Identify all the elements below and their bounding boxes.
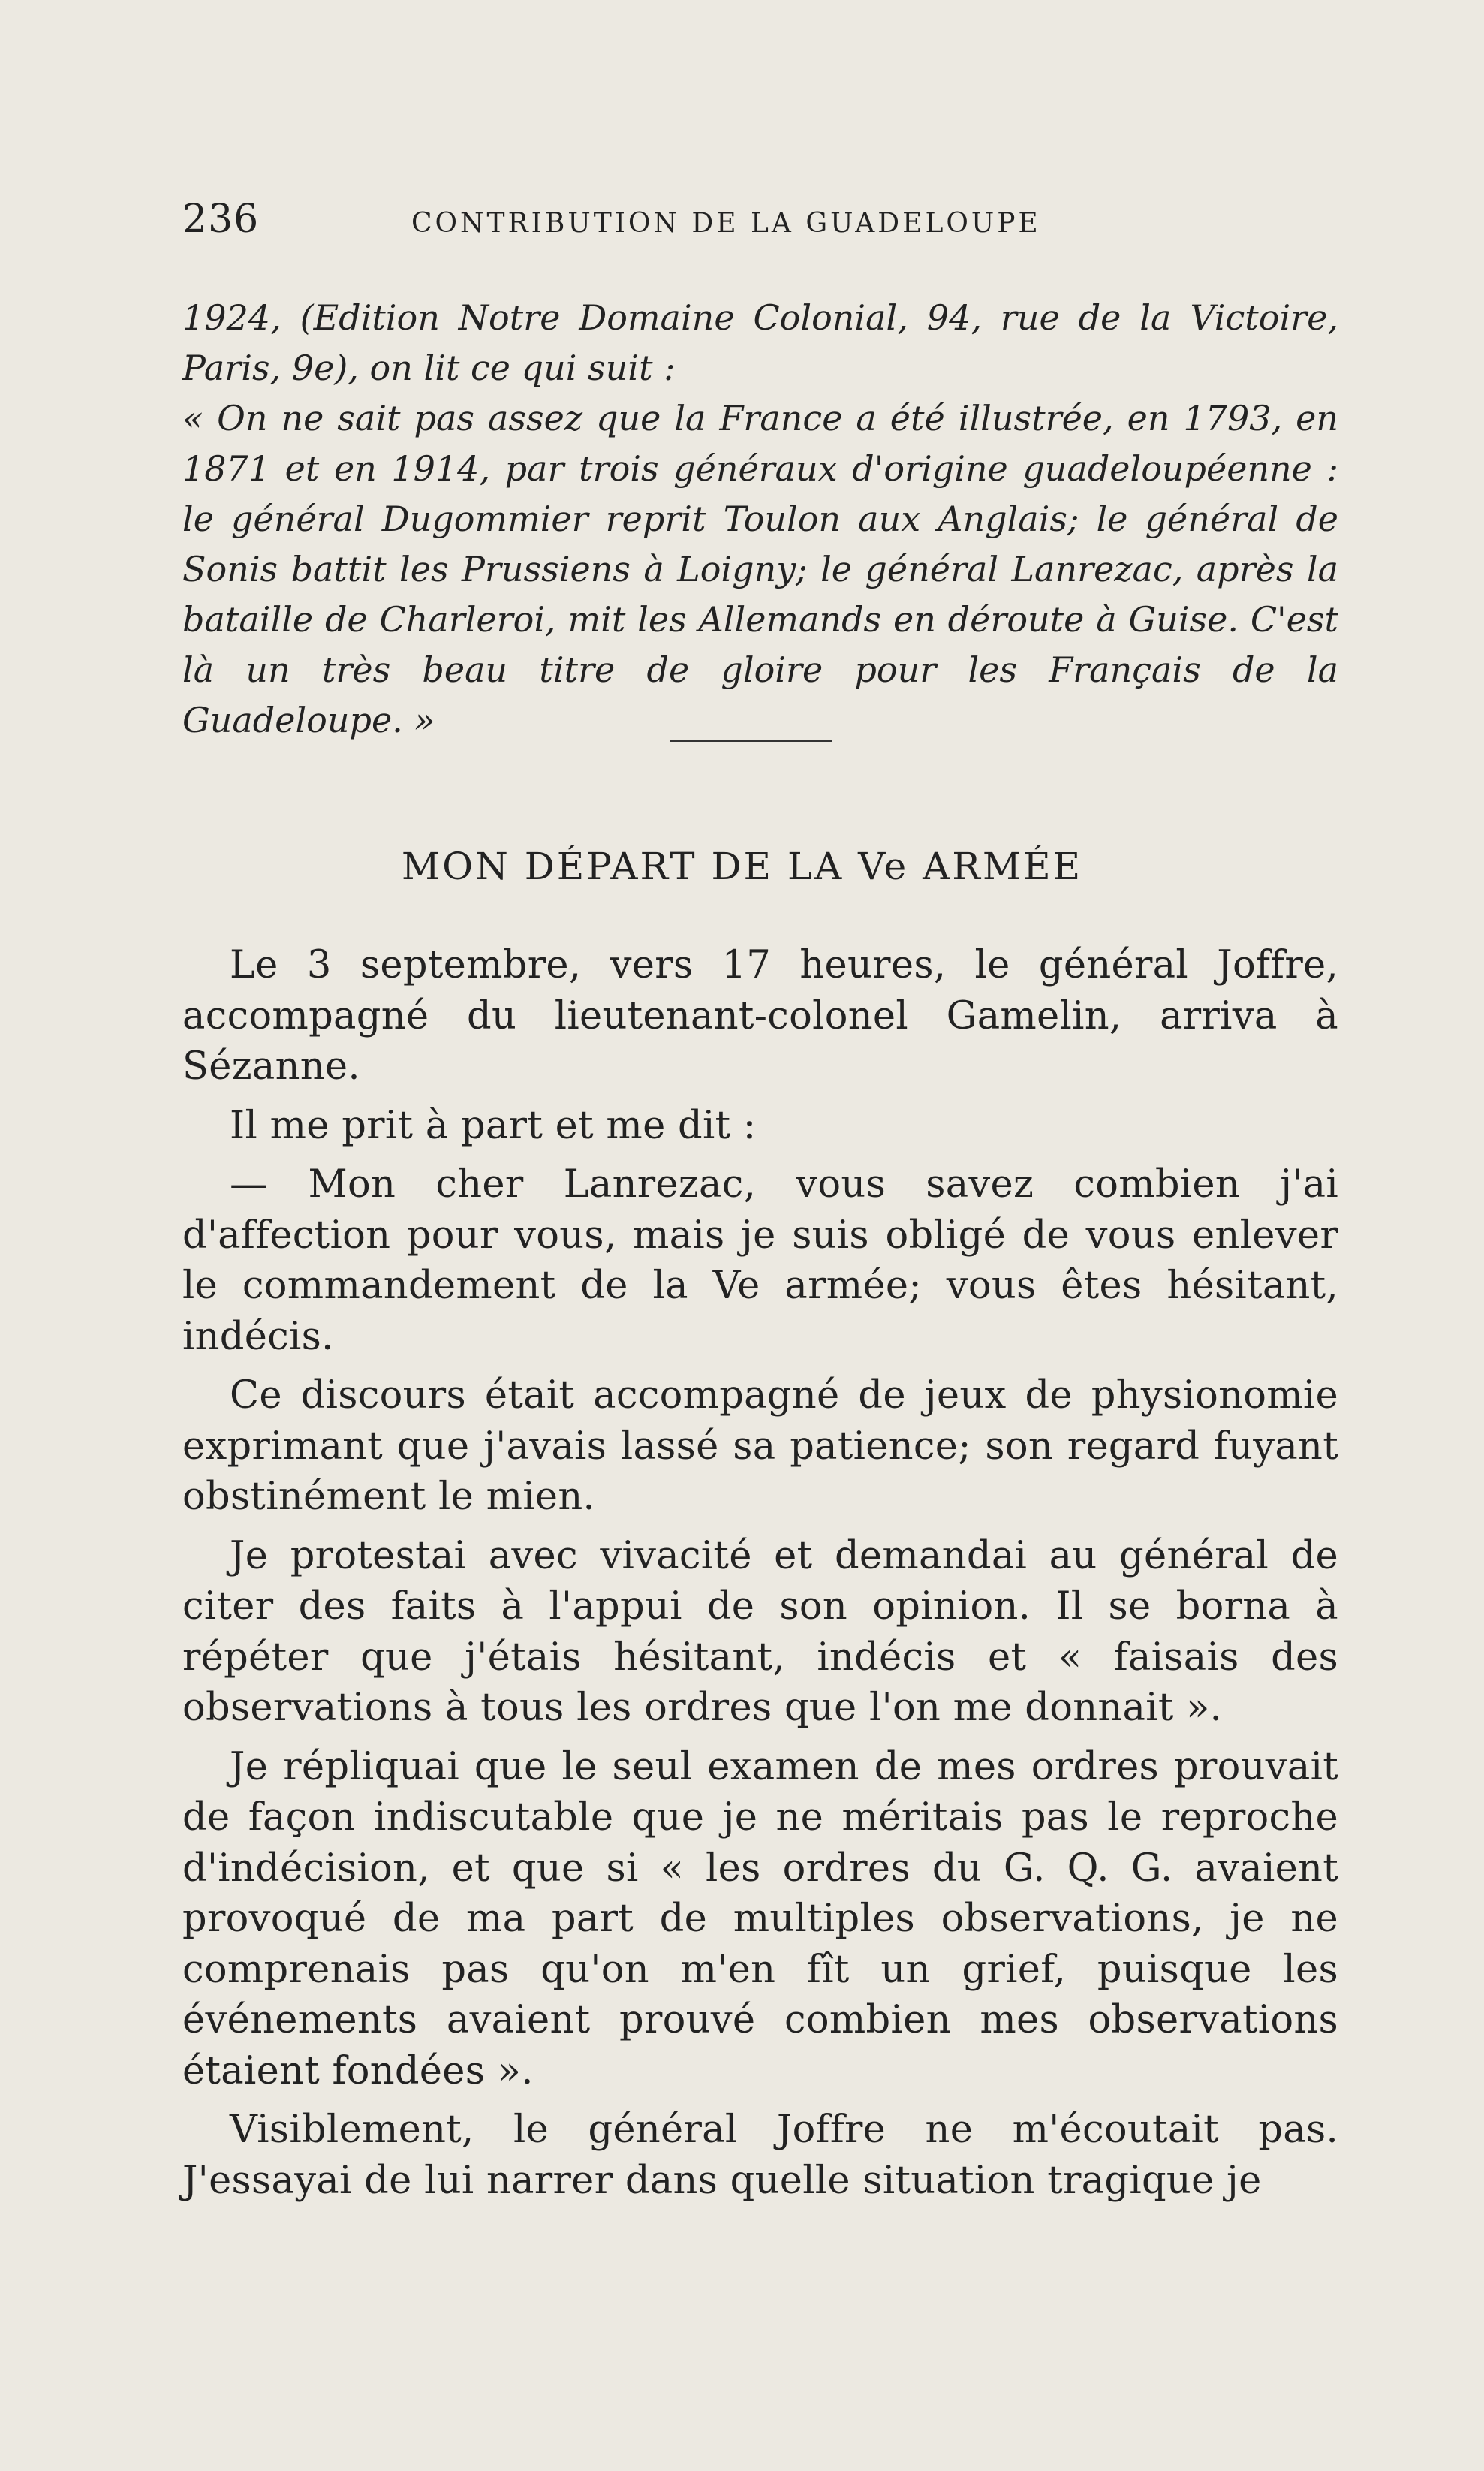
running-title: CONTRIBUTION DE LA GUADELOUPE	[411, 208, 1041, 239]
page-number: 236	[182, 197, 260, 242]
body-paragraph: Je répliquai que le seul examen de mes ordres prouvait de façon indiscutable que je ne méritais pas le reproche d'indécision, et que si « les ordres du G. Q. G. avaient provoqué de ma part de multiples observations, je ne comprenais pas qu'on m'en fît un grief, puisque les événements avaient prouvé combien mes observations étaient fondées ».	[182, 1744, 1338, 2093]
body-text	[182, 940, 1338, 2214]
body-paragraph: Ce discours était accompagné de jeux de physionomie exprimant que j'avais lassé sa patience; son regard fuyant obstinément le mien.	[182, 1373, 1338, 1519]
body-paragraph: Il me prit à part et me dit :	[230, 1103, 757, 1148]
body-paragraph: Visiblement, le général Joffre ne m'écoutait pas. J'essayai de lui narrer dans quelle situation tragique je	[182, 2108, 1338, 2203]
body-paragraph: Je protestai avec vivacité et demandai au général de citer des faits à l'appui de son opinion. Il se borna à répéter que j'étais hésitant, indécis et « faisais des observations à tous les ordres que l'on me donnait ».	[182, 1533, 1338, 1730]
quote-paragraph: « On ne sait pas assez que la France a été illustrée, en 1793, en 1871 et en 1914, par trois généraux d'origine guadeloupéenne : le général Dugommier reprit Toulon aux Anglais; le général de Sonis battit les Prussiens à Loigny; le général Lanrezac, après la bataille de Charleroi, mit les Allemands en déroute à Guise. C'est là un très beau titre de gloire pour les Français de la Guadeloupe. »	[182, 398, 1338, 740]
section-divider	[670, 740, 832, 742]
body-paragraph: — Mon cher Lanrezac, vous savez combien j'ai d'affection pour vous, mais je suis obligé de vous enlever le commandement de la Ve armée; vous êtes hésitant, indécis.	[182, 1162, 1338, 1359]
section-heading: MON DÉPART DE LA Ve ARMÉE	[401, 845, 1083, 888]
quote-intro-paragraph: 1924, (Edition Notre Domaine Colonial, 94, rue de la Victoire, Paris, 9e), on lit ce qui suit :	[182, 297, 1338, 388]
body-paragraph: Le 3 septembre, vers 17 heures, le général Joffre, accompagné du lieutenant-colonel Gamelin, arriva à Sézanne.	[182, 943, 1338, 1089]
running-header	[182, 197, 1338, 249]
quotation-block	[182, 293, 1338, 746]
